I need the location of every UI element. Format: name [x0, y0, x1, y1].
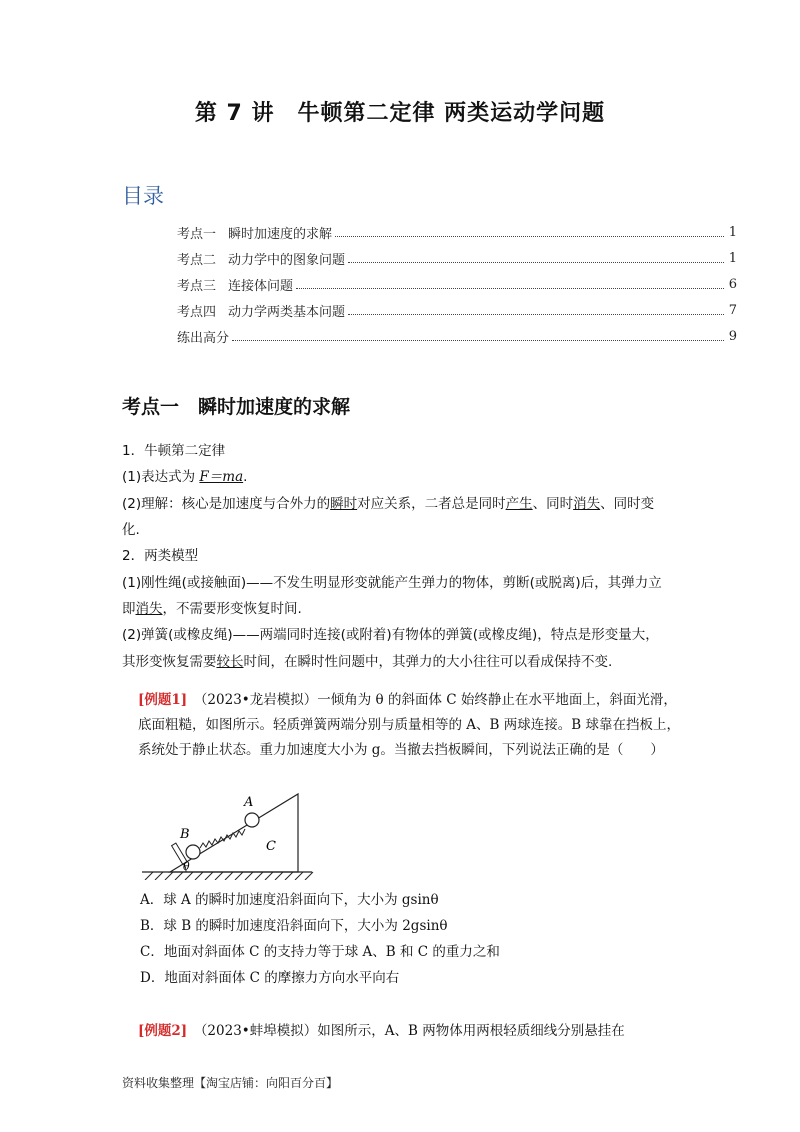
- section-body: [122, 438, 692, 675]
- paragraph: (1)表达式为 F＝ma.: [122, 469, 248, 486]
- toc-leader: [335, 236, 724, 237]
- toc-text: 连接体问题: [228, 278, 294, 294]
- paragraph: 2．两类模型: [122, 548, 199, 565]
- toc-page: 7: [728, 302, 737, 318]
- toc-item-2[interactable]: [177, 245, 737, 271]
- example-tag: [例题1]: [138, 692, 188, 708]
- toc-num: 考点三: [177, 278, 217, 294]
- toc-item-4[interactable]: [177, 297, 737, 323]
- option-a[interactable]: A．球 A 的瞬时加速度沿斜面向下，大小为 gsinθ: [140, 892, 439, 908]
- example-text: （2023•蚌埠模拟）如图所示，A、B 两物体用两根轻质细线分别悬挂在: [200, 1023, 625, 1039]
- paragraph: 1．牛顿第二定律: [122, 443, 226, 459]
- option-c[interactable]: C．地面对斜面体 C 的支持力等于球 A、B 和 C 的重力之和: [140, 944, 500, 960]
- toc-text: 动力学两类基本问题: [228, 304, 346, 320]
- incline-figure: [140, 790, 315, 880]
- label-theta: θ: [183, 860, 190, 873]
- option-b[interactable]: B．球 B 的瞬时加速度沿斜面向下，大小为 2gsinθ: [140, 918, 448, 934]
- toc-page: 6: [728, 276, 737, 292]
- toc-page: 1: [728, 224, 737, 240]
- spring: [200, 829, 245, 848]
- example-tag: [例题2]: [138, 1023, 188, 1039]
- toc-num: 考点二: [177, 252, 217, 268]
- toc-text: 瞬时加速度的求解: [228, 226, 333, 242]
- footer: 资料收集整理【淘宝店铺：向阳百分百】: [122, 1076, 339, 1090]
- toc-leader: [296, 288, 724, 289]
- toc-page: 1: [728, 250, 737, 266]
- option-d[interactable]: D．地面对斜面体 C 的摩擦力方向水平向右: [140, 970, 400, 986]
- toc-leader: [348, 314, 724, 315]
- toc-num: 考点四: [177, 304, 217, 320]
- toc-leader: [232, 340, 724, 341]
- toc-num: 考点一: [177, 226, 217, 242]
- toc-text: 动力学中的图象问题: [228, 252, 346, 268]
- paragraph: (1)刚性绳(或接触面)——不发生明显形变就能产生弹力的物体，剪断(或脱离)后，其弹力立 即消失，不需要形变恢复时间.: [122, 574, 662, 617]
- ball-a: [245, 813, 259, 827]
- example-2: [138, 1019, 688, 1044]
- label-b: B: [180, 827, 190, 842]
- page-title: 第 7 讲 牛顿第二定律 两类运动学问题: [194, 101, 606, 126]
- ground-hatch: [145, 872, 313, 880]
- toc-text: 练出高分: [177, 330, 230, 346]
- toc-page: 9: [728, 328, 737, 344]
- ball-b: [186, 845, 200, 859]
- toc-leader: [348, 262, 724, 263]
- label-c: C: [266, 839, 276, 854]
- toc-item-3[interactable]: [177, 271, 737, 297]
- example-text: （2023•龙岩模拟）一倾角为 θ 的斜面体 C 始终静止在水平地面上，斜面光滑，底面粗糙，如图所示。轻质弹簧两端分别与质量相等的 A、B 两球连接。B 球靠在挡板上，系统处于静止状态。重力加速度大小为 g。当撤去挡板瞬间，下列说法正确的是（ ）: [138, 692, 680, 758]
- toc-item-1[interactable]: [177, 219, 737, 245]
- paragraph: (2)弹簧(或橡皮绳)——两端同时连接(或附着)有物体的弹簧(或橡皮绳)，特点是形变量大， 其形变恢复需要较长时间，在瞬时性问题中，其弹力的大小往往可以看成保持不变.: [122, 627, 659, 670]
- paragraph: (2)理解：核心是加速度与合外力的瞬时对应关系，二者总是同时产生、同时消失、同时变 化.: [122, 495, 655, 538]
- label-a: A: [244, 795, 254, 810]
- toc-item-5[interactable]: [177, 323, 737, 349]
- table-of-contents: [177, 219, 737, 349]
- formula: F＝ma: [199, 469, 244, 486]
- toc-heading: 目录: [122, 184, 164, 208]
- example-1: [138, 688, 688, 763]
- section-heading: 考点一 瞬时加速度的求解: [122, 396, 351, 418]
